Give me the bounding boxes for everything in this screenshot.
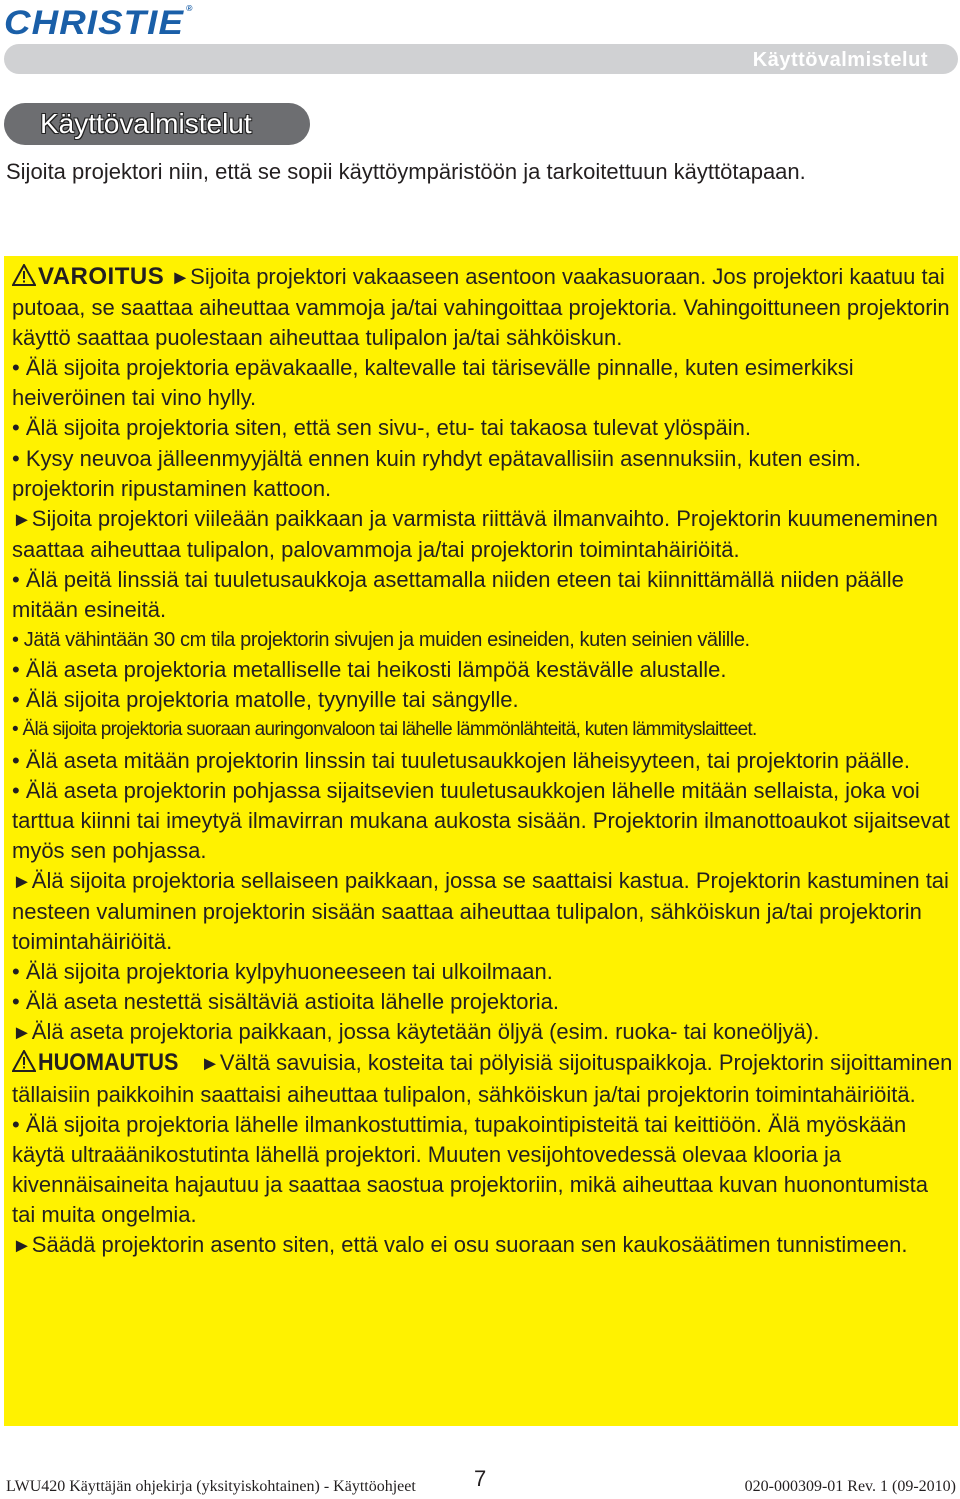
page-number: 7 — [474, 1466, 487, 1491]
caution-line: Vältä savuisia, kosteita tai pölyisiä sijoituspaikkoja. Projektorin sijoittaminen tällaisiin paikkoihin saattaisi aiheuttaa tulipalon, sähköiskun ja/tai projektorin toimintahäiriöitä. — [12, 1050, 953, 1107]
warning-line: Älä aseta projektoria paikkaan, jossa käytetään öljyä (esim. ruoka- tai koneöljyä). — [31, 1019, 820, 1045]
arrow-icon: ► — [170, 267, 191, 289]
warning-label: VAROITUS — [38, 263, 165, 290]
header-title: Käyttövalmistelut — [752, 49, 928, 71]
header-bar — [4, 44, 958, 74]
bullet-line: • Älä aseta mitään projektorin linssin tai tuuletusaukkojen läheisyyteen, tai projektorin päälle. — [12, 747, 910, 773]
caution-line: Säädä projektorin asento siten, että valo ei osu suoraan sen kaukosäätimen tunnistimeen. — [31, 1232, 908, 1257]
arrow-icon: ► — [200, 1053, 220, 1076]
bullet-line: • Älä sijoita projektoria matolle, tyynyille tai sängylle. — [12, 687, 519, 713]
warning-line: Älä sijoita projektoria sellaiseen paikkaan, jossa se saattaisi kastua. Projektorin kastuminen tai nesteen valuminen projektorin sisään saattaa aiheuttaa tulipalon, sähköiskun ja/tai projektorin toimintahäiriöitä. — [12, 867, 949, 955]
caution-paragraph — [12, 1048, 956, 1109]
arrow-icon: ► — [12, 1235, 32, 1257]
bullet-line: • Älä sijoita projektoria suoraan auringonvaloon tai lähelle lämmönlähteitä, kuten lämmityslaitteet. — [12, 719, 757, 741]
caution-triangle-icon — [12, 1050, 36, 1072]
bullet-line: • Älä aseta projektorin pohjassa sijaitsevien tuuletusaukkojen lähelle mitään sellaista, joka voi tarttua kiinni tai imeytyä ilmavirran mukana aukosta sisään. Projektorin ilmanottoaukot sijaitsevat myös sen pohjassa. — [12, 777, 950, 863]
bullet-line: • Älä aseta nestettä sisältäviä astioita lähelle projektoria. — [12, 989, 560, 1015]
warning-triangle-icon — [12, 264, 36, 286]
warning-paragraph — [12, 262, 956, 353]
bullet-line: • Kysy neuvoa jälleenmyyjältä ennen kuin ryhdyt epätavallisiin asennuksiin, kuten esim. projektorin ripustaminen kattoon. — [12, 445, 862, 501]
warning-paragraph — [12, 1017, 956, 1048]
bullet-line: • Älä aseta projektoria metalliselle tai heikosti lämpöä kestävälle alustalle. — [12, 657, 727, 683]
footer-document-title: LWU420 Käyttäjän ohjekirja (yksityiskohtainen) - Käyttöohjeet — [6, 1478, 416, 1495]
registered-mark: ® — [186, 4, 194, 13]
arrow-icon: ► — [12, 508, 32, 531]
warning-box — [4, 256, 958, 1426]
footer-revision: 020-000309-01 Rev. 1 (09-2010) — [744, 1478, 956, 1495]
warning-line: Sijoita projektori vakaaseen asentoon vaakasuoraan. Jos projektori kaatuu tai putoaa, se saattaa aiheuttaa vammoja ja/tai vahingoittaa projektoria. Vahingoittuneen projektorin käyttö saattaa puolestaan aiheuttaa tulipalon ja/tai sähköiskun. — [12, 264, 950, 351]
warning-paragraph — [12, 866, 956, 957]
bullet-line: • Älä peitä linssiä tai tuuletusaukkoja asettamalla niiden eteen tai kiinnittämällä niiden päälle mitään esineitä. — [12, 566, 904, 623]
bullet-line: • Älä sijoita projektoria epävakaalle, kaltevalle tai tärisevälle pinnalle, kuten esimerkiksi heiveröinen tai vino hylly. — [12, 355, 854, 411]
arrow-icon: ► — [12, 1022, 32, 1045]
bullet-line: • Älä sijoita projektoria siten, että sen sivu-, etu- tai takaosa tulevat ylöspäin. — [12, 415, 751, 441]
christie-logo: CHRISTIE ® — [4, 4, 194, 42]
section-heading-pill — [4, 103, 310, 145]
warning-text — [12, 262, 956, 1261]
section-title: Käyttövalmistelut — [40, 108, 252, 139]
arrow-icon: ► — [12, 870, 32, 893]
warning-paragraph — [12, 504, 956, 565]
bullet-line: • Jätä vähintään 30 cm tila projektorin sivujen ja muiden esineiden, kuten seinien välille. — [12, 629, 750, 652]
bullet-line: • Älä sijoita projektoria lähelle ilmankostuttimia, tupakointipisteitä tai keittiöön. Älä myöskään käytä ultraäänikostutinta lähellä projektori. Muuten vesijohtovedessä olevaa klooria ja kivennäisaineita hajautuu ja saattaa saostua projektoriin, mikä aiheuttaa kuvan huonontumista tai muita ongelmia. — [12, 1111, 929, 1227]
warning-line: Sijoita projektori viileään paikkaan ja varmista riittävä ilmanvaihto. Projektorin kuumeneminen saattaa aiheuttaa tulipalon, palovammoja ja/tai projektorin toimintahäiriöitä. — [12, 505, 938, 562]
caution-label: HUOMAUTUS — [38, 1049, 179, 1077]
caution-paragraph — [12, 1230, 956, 1261]
intro-text: Sijoita projektori niin, että se sopii käyttöympäristöön ja tarkoitettuun käyttötapaan. — [6, 159, 806, 184]
bullet-line: • Älä sijoita projektoria kylpyhuoneeseen tai ulkoilmaan. — [12, 959, 553, 985]
